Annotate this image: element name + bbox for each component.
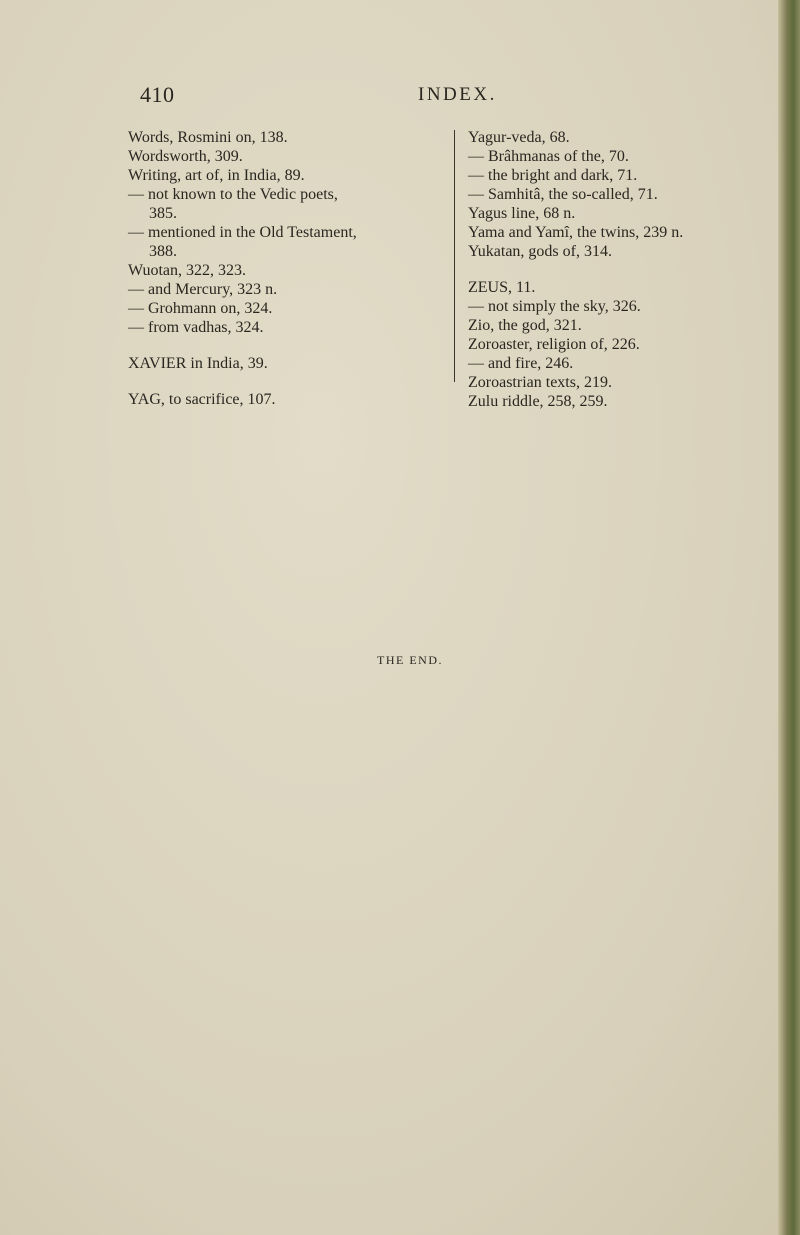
index-entry: ZEUS, 11. [468,279,536,296]
index-subentry: — Samhitâ, the so-called, 71. [468,186,658,203]
page-number: 410 [140,82,175,107]
index-column-right [468,128,788,411]
index-entry: Yagur-veda, 68. [468,129,570,146]
index-subentry: — mentioned in the Old Testament, [128,224,357,241]
index-entry: XAVIER in India, 39. [128,355,268,372]
index-subentry: — and Mercury, 323 n. [128,281,278,298]
index-entry: YAG, to sacrifice, 107. [128,391,276,408]
index-entry: Yukatan, gods of, 314. [468,243,612,260]
end-note: THE END. [377,653,443,667]
index-entry: Wuotan, 322, 323. [128,262,247,279]
index-entry: Zoroaster, religion of, 226. [468,336,640,353]
page-title: INDEX. [418,84,497,105]
index-entry: Writing, art of, in India, 89. [128,167,305,184]
index-subentry: — Grohmann on, 324. [128,300,273,317]
index-continuation: 385. [149,205,177,222]
index-entry: Yama and Yamî, the twins, 239 n. [468,224,684,241]
index-entry: Zoroastrian texts, 219. [468,374,612,391]
index-column-left [128,128,448,409]
index-subentry: — not known to the Vedic poets, [128,186,338,203]
index-subentry: — Brâhmanas of the, 70. [468,148,629,165]
index-subentry: — and fire, 246. [468,355,574,372]
index-subentry: — from vadhas, 324. [128,319,264,336]
index-entry: Wordsworth, 309. [128,148,243,165]
index-entry: Words, Rosmini on, 138. [128,129,288,146]
index-subentry: — not simply the sky, 326. [468,298,641,315]
index-continuation: 388. [149,243,177,260]
index-entry: Zio, the god, 321. [468,317,582,334]
column-divider [454,130,455,382]
index-entry: Zulu riddle, 258, 259. [468,393,608,410]
index-entry: Yagus line, 68 n. [468,205,576,222]
index-subentry: — the bright and dark, 71. [468,167,638,184]
running-head [0,82,800,112]
